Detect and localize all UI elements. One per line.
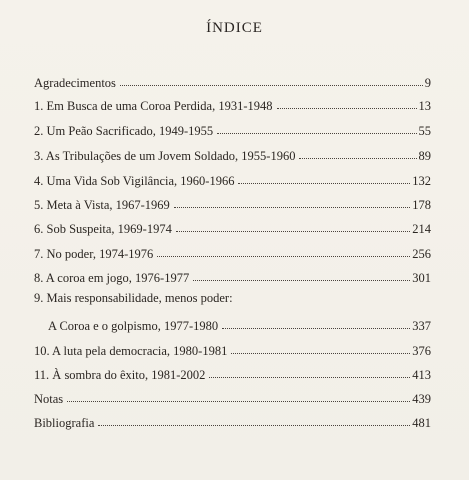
toc-entry-page: 132 bbox=[412, 173, 431, 188]
toc-entry-label: A Coroa e o golpismo, 1977-1980 bbox=[48, 318, 219, 333]
toc-entry-chapter-6 bbox=[34, 219, 431, 235]
toc-entry-page: 13 bbox=[418, 98, 431, 113]
toc-entry-page: 439 bbox=[412, 391, 431, 406]
toc-entry-acknowledgements bbox=[34, 73, 431, 89]
toc-entry-page: 55 bbox=[418, 123, 431, 138]
toc-entry-bibliography bbox=[34, 413, 431, 429]
toc-entry-label: 4. Uma Vida Sob Vigilância, 1960-1966 bbox=[34, 173, 235, 188]
toc-entry-chapter-10 bbox=[34, 341, 431, 357]
toc-entry-label: 6. Sob Suspeita, 1969-1974 bbox=[34, 221, 172, 236]
toc-entry-notes bbox=[34, 389, 431, 405]
toc-entry-label: 3. As Tribulações de um Jovem Soldado, 1955-1960 bbox=[34, 148, 296, 163]
toc-entry-label: 10. A luta pela democracia, 1980-1981 bbox=[34, 343, 228, 358]
toc-entry-chapter-5 bbox=[34, 195, 431, 211]
toc-entry-page: 376 bbox=[412, 343, 431, 358]
dot-leader bbox=[157, 255, 410, 257]
dot-leader bbox=[209, 376, 410, 378]
dot-leader bbox=[67, 400, 410, 402]
dot-leader bbox=[238, 182, 410, 184]
toc-entry-chapter-3 bbox=[34, 146, 431, 162]
toc-entry-label: Agradecimentos bbox=[34, 75, 116, 90]
toc-entry-label: 8. A coroa em jogo, 1976-1977 bbox=[34, 270, 190, 285]
toc-entry-chapter-2 bbox=[34, 121, 431, 137]
toc-entry-page: 337 bbox=[412, 318, 431, 333]
toc-entry-page: 9 bbox=[424, 75, 431, 90]
toc-entry-chapter-4 bbox=[34, 171, 431, 187]
toc-entry-page: 481 bbox=[412, 415, 431, 430]
toc-entry-page: 89 bbox=[418, 148, 431, 163]
page-title: ÍNDICE bbox=[206, 20, 263, 36]
toc-entry-chapter-8 bbox=[34, 268, 431, 284]
dot-leader bbox=[174, 206, 410, 208]
toc-entry-page: 214 bbox=[412, 221, 431, 236]
toc-entry-label: 11. À sombra do êxito, 1981-2002 bbox=[34, 367, 206, 382]
toc-entry-label: 7. No poder, 1974-1976 bbox=[34, 246, 154, 261]
toc-entry-chapter-9 bbox=[48, 316, 431, 332]
toc-entry-label: 2. Um Peão Sacrificado, 1949-1955 bbox=[34, 123, 214, 138]
toc-entry-label: 1. Em Busca de uma Coroa Perdida, 1931-1948 bbox=[34, 98, 273, 113]
toc-entry-label: Notas bbox=[34, 391, 64, 406]
dot-leader bbox=[217, 132, 416, 134]
dot-leader bbox=[176, 230, 410, 232]
dot-leader bbox=[299, 157, 416, 159]
toc-entry-chapter-7 bbox=[34, 244, 431, 260]
toc-entry-page: 413 bbox=[412, 367, 431, 382]
toc-entry-page: 256 bbox=[412, 246, 431, 261]
toc-entry-page: 178 bbox=[412, 197, 431, 212]
toc-entry-label: 5. Meta à Vista, 1967-1969 bbox=[34, 197, 170, 212]
dot-leader bbox=[222, 327, 410, 329]
dot-leader bbox=[277, 107, 417, 109]
dot-leader bbox=[98, 424, 410, 426]
toc-entry-label: Bibliografia bbox=[34, 415, 95, 430]
dot-leader bbox=[231, 352, 410, 354]
toc-entry-chapter-11 bbox=[34, 365, 431, 381]
dot-leader bbox=[193, 279, 410, 281]
toc-entry-chapter-1 bbox=[34, 96, 431, 112]
toc-entry-page: 301 bbox=[412, 270, 431, 285]
dot-leader bbox=[120, 84, 423, 86]
toc-entry-chapter-9-title: 9. Mais responsabilidade, menos poder: bbox=[34, 291, 233, 305]
